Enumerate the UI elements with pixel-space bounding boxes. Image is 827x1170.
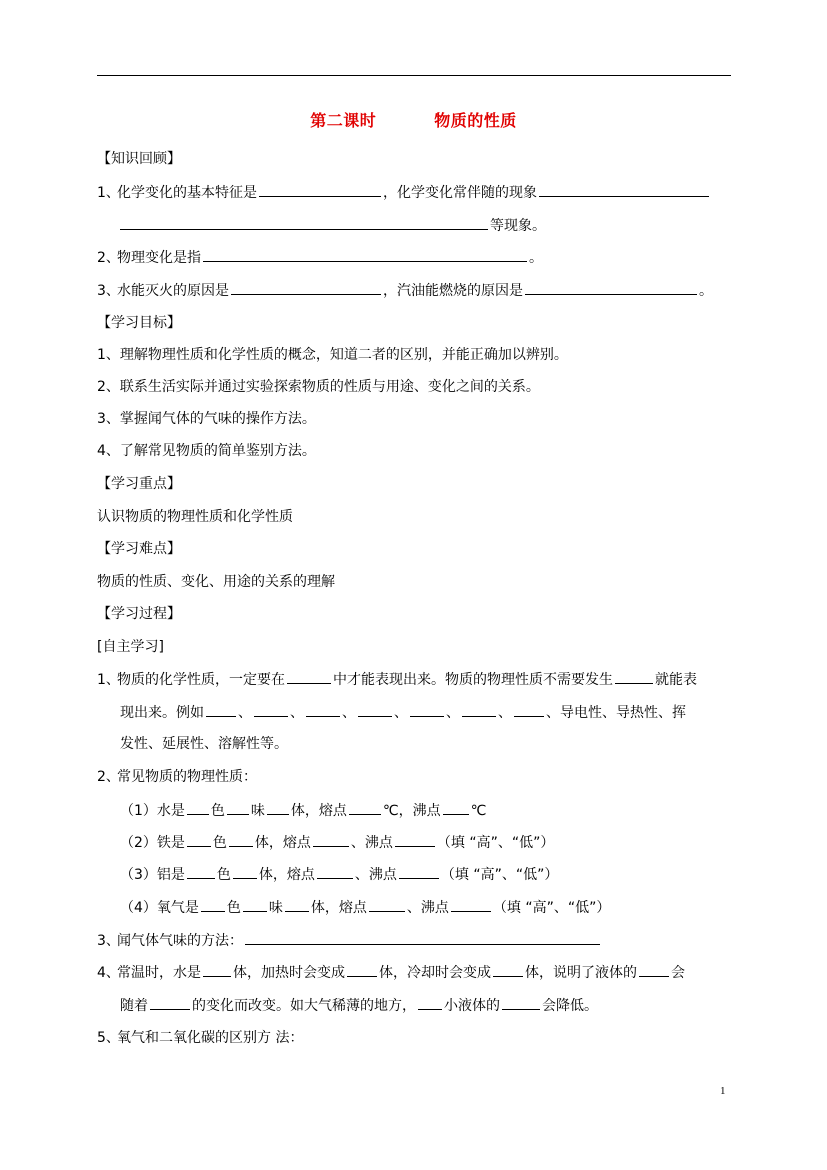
process-q4-cont: 随着 的变化而改变。如大气稀薄的地方， 小液体的 会降低。 bbox=[120, 995, 598, 1016]
blank[interactable] bbox=[358, 702, 392, 717]
blank[interactable] bbox=[259, 182, 381, 197]
blank[interactable] bbox=[267, 800, 289, 815]
blank[interactable] bbox=[287, 669, 331, 684]
page-title bbox=[0, 108, 827, 131]
blank[interactable] bbox=[525, 280, 697, 295]
blank[interactable] bbox=[443, 800, 469, 815]
process-q3: 3、闻气体气味的方法： bbox=[97, 930, 602, 951]
blank[interactable] bbox=[502, 995, 540, 1010]
section-focus-heading: 【学习重点】 bbox=[97, 476, 181, 492]
section-goals-heading: 【学习目标】 bbox=[97, 315, 181, 331]
process-q5: 5、氧气和二氧化碳的区别方 法： bbox=[97, 1030, 304, 1046]
blank[interactable] bbox=[493, 962, 523, 977]
blank[interactable] bbox=[285, 897, 309, 912]
blank[interactable] bbox=[120, 215, 488, 230]
section-process-heading: 【学习过程】 bbox=[97, 606, 181, 622]
blank[interactable] bbox=[243, 897, 267, 912]
blank[interactable] bbox=[187, 864, 215, 879]
focus-text: 认识物质的物理性质和化学性质 bbox=[97, 509, 293, 525]
blank[interactable] bbox=[245, 930, 600, 945]
title-lesson: 第二课时 bbox=[310, 111, 377, 130]
goal-item: 3、掌握闻气体的气味的操作方法。 bbox=[97, 411, 316, 427]
blank[interactable] bbox=[410, 702, 444, 717]
blank[interactable] bbox=[203, 247, 527, 262]
blank[interactable] bbox=[395, 832, 435, 847]
process-q1-cont: 现出来。例如 、 、 、 、 、 、 、导电性、导热性、挥 bbox=[120, 702, 686, 723]
blank[interactable] bbox=[150, 995, 190, 1010]
blank[interactable] bbox=[206, 702, 236, 717]
blank[interactable] bbox=[317, 864, 353, 879]
review-q1-cont: 等现象。 bbox=[120, 215, 546, 236]
q2-row-water: （1）水是 色 味 体，熔点 ℃，沸点 ℃ bbox=[120, 800, 486, 821]
q2-row-oxygen: （4）氧气是 色 味 体，熔点 、沸点 （填 “高”、“低”） bbox=[120, 897, 610, 918]
blank[interactable] bbox=[418, 995, 442, 1010]
blank[interactable] bbox=[306, 702, 340, 717]
blank[interactable] bbox=[615, 669, 653, 684]
blank[interactable] bbox=[462, 702, 496, 717]
q2-row-iron: （2）铁是 色 体，熔点 、沸点 （填 “高”、“低”） bbox=[120, 832, 554, 853]
blank[interactable] bbox=[203, 962, 231, 977]
q2-row-aluminum: （3）铝是 色 体，熔点 、沸点 （填 “高”、“低”） bbox=[120, 864, 558, 885]
header-rule bbox=[97, 75, 731, 76]
blank[interactable] bbox=[451, 897, 491, 912]
blank[interactable] bbox=[349, 800, 381, 815]
blank[interactable] bbox=[514, 702, 544, 717]
section-difficulty-heading: 【学习难点】 bbox=[97, 541, 181, 557]
blank[interactable] bbox=[539, 182, 709, 197]
process-q1: 1、物质的化学性质，一定要在 中才能表现出来。物质的物理性质不需要发生 就能表 bbox=[97, 669, 697, 690]
blank[interactable] bbox=[369, 897, 405, 912]
title-topic: 物质的性质 bbox=[434, 111, 517, 130]
blank[interactable] bbox=[187, 800, 209, 815]
blank[interactable] bbox=[399, 864, 439, 879]
review-q2: 2、物理变化是指 。 bbox=[97, 247, 543, 268]
blank[interactable] bbox=[254, 702, 288, 717]
goal-item: 2、联系生活实际并通过实验探索物质的性质与用途、变化之间的关系。 bbox=[97, 379, 540, 395]
goal-item: 1、理解物理性质和化学性质的概念，知道二者的区别，并能正确加以辨别。 bbox=[97, 347, 568, 363]
blank[interactable] bbox=[229, 832, 253, 847]
blank[interactable] bbox=[227, 800, 249, 815]
review-q3: 3、水能灭火的原因是 ，汽油能燃烧的原因是 。 bbox=[97, 280, 713, 301]
blank[interactable] bbox=[187, 832, 211, 847]
blank[interactable] bbox=[201, 897, 225, 912]
blank[interactable] bbox=[347, 962, 377, 977]
process-q1-cont2: 发性、延展性、溶解性等。 bbox=[120, 736, 288, 752]
page-number: 1 bbox=[720, 1085, 726, 1097]
process-q2: 2、常见物质的物理性质： bbox=[97, 769, 257, 785]
blank[interactable] bbox=[313, 832, 349, 847]
goal-item: 4、了解常见物质的简单鉴别方法。 bbox=[97, 443, 316, 459]
difficulty-text: 物质的性质、变化、用途的关系的理解 bbox=[97, 574, 335, 590]
blank[interactable] bbox=[639, 962, 669, 977]
blank[interactable] bbox=[231, 280, 381, 295]
review-q1: 1、化学变化的基本特征是 ，化学变化常伴随的现象 bbox=[97, 182, 711, 203]
self-study-heading: [自主学习] bbox=[97, 639, 164, 655]
section-review-heading: 【知识回顾】 bbox=[97, 151, 181, 167]
process-q4: 4、常温时，水是 体，加热时会变成 体，冷却时会变成 体，说明了液体的 会 bbox=[97, 962, 685, 983]
blank[interactable] bbox=[233, 864, 257, 879]
